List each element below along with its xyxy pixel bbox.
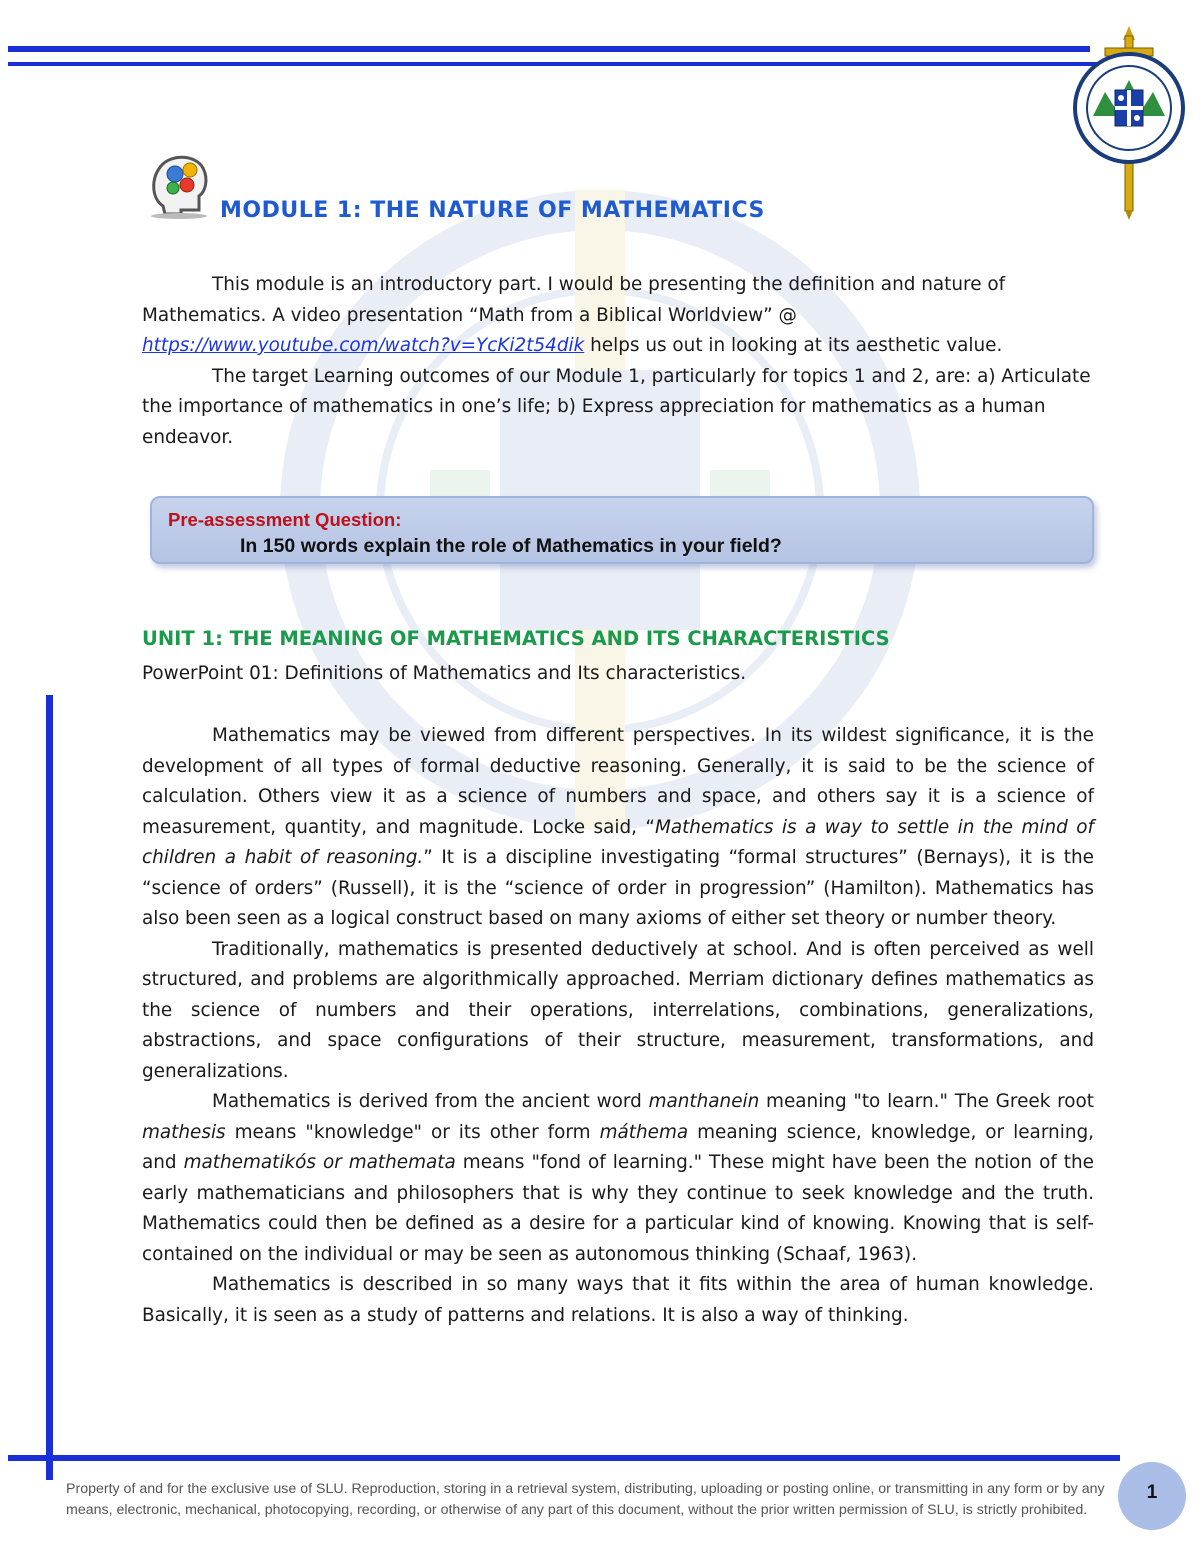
paragraph-1-text-a: Mathematics may be viewed from different perspectives. In its wildest significance, it is the development of all types of formal deductive reasoning. Generally, it is said to be the science of calculation. Others view it as a science of numbers and space, and others say it is a science of measurement, quantity, and magnitude. Locke said, “ (142, 725, 1094, 838)
preassessment-label: Pre-assessment Question: (168, 509, 402, 530)
intro-paragraph-1 (142, 270, 1094, 362)
page-number: 1 (1146, 1482, 1158, 1503)
footer-copyright-notice: Property of and for the exclusive use of SLU. Reproduction, storing in a retrieval system, distributing, uploading or posting online, or transmitting in any form or by any means, electronic, mechanical, photocopying, recording, or otherwise of any part of this document, without the prior written permission of SLU, is strictly prohibited. (66, 1481, 1105, 1518)
header-rule-top (8, 46, 1090, 52)
page-number-badge (1118, 1462, 1186, 1530)
paragraph-3-text-c: means "knowledge" or its other form (225, 1121, 600, 1143)
unit-heading: UNIT 1: THE MEANING OF MATHEMATICS AND ITS CHARACTERISTICS (142, 627, 890, 650)
body-paragraph-1 (142, 721, 1094, 935)
term-mathematikos: mathematikós or mathemata (183, 1152, 456, 1173)
body-paragraph-2: Traditionally, mathematics is presented deductively at school. And is often perceived as well structured, and problems are algorithmically approached. Merriam dictionary defines mathematics as the science of numbers and their operations, interrelations, combinations, generalizations, abstractions, and space configurations of their structure, measurement, transformations, and generalizations. (142, 938, 1094, 1082)
main-body (142, 721, 1094, 1331)
paragraph-3-text-a: Mathematics is derived from the ancient word (212, 1091, 649, 1112)
module-title: MODULE 1: THE NATURE OF MATHEMATICS (220, 198, 765, 223)
preassessment-question: In 150 words explain the role of Mathematics in your field? (240, 535, 782, 557)
university-seal-sword-icon (1065, 20, 1193, 220)
paragraph-1-text-b: ” It is a discipline investigating “formal structures” (Bernays), it is the “science of orders” (Russell), it is the “science of order in progression” (Hamilton). Mathematics has also been seen as a logical construct based on many axioms of either set theory or number theory. (142, 847, 1094, 929)
term-mathema: máthema (599, 1121, 689, 1143)
intro-paragraph-2: The target Learning outcomes of our Module 1, particularly for topics 1 and 2, are: a) Articulate the importance of mathematics in one’s life; b) Express appreciation for mathematics as a human endeavor. (142, 365, 1091, 448)
brain-gears-icon (145, 148, 215, 220)
intro-text-before-link: This module is an introductory part. I would be presenting the definition and nature of Mathematics. A video presentation “Math from a Biblical Worldview” @ (142, 274, 1006, 326)
paragraph-3-text-e: means "fond of learning." These might have been the notion of the early mathematicians and philosophers that is why they continue to seek knowledge and the truth. Mathematics could then be defined as a desire for a particular kind of knowing. Knowing that is self-contained on the individual or may be seen as autonomous thinking (Schaaf, 1963). (142, 1152, 1094, 1265)
intro-text-after-link: helps us out in looking at its aesthetic value. (584, 335, 1003, 356)
footer-rule (8, 1455, 1120, 1461)
term-manthanein: manthanein (648, 1091, 760, 1112)
unit-subheading: PowerPoint 01: Definitions of Mathematics and Its characteristics. (142, 663, 747, 684)
left-margin-rule (46, 695, 53, 1480)
locke-quote: Mathematics is a way to settle in the mind of children a habit of reasoning. (142, 816, 1094, 868)
header-rule-second (8, 62, 1098, 66)
intro-section (142, 270, 1094, 453)
body-paragraph-3 (142, 1087, 1094, 1270)
term-mathesis: mathesis (142, 1121, 226, 1143)
youtube-video-link[interactable]: https://www.youtube.com/watch?v=YcKi2t54dik (142, 335, 585, 356)
paragraph-3-text-b: meaning "to learn." The Greek root (759, 1091, 1094, 1112)
body-paragraph-4: Mathematics is described in so many ways that it fits within the area of human knowledge. Basically, it is seen as a study of patterns and relations. It is also a way of thinking. (142, 1274, 1094, 1326)
paragraph-3-text-d: meaning science, knowledge, or learning, and (142, 1121, 1094, 1173)
